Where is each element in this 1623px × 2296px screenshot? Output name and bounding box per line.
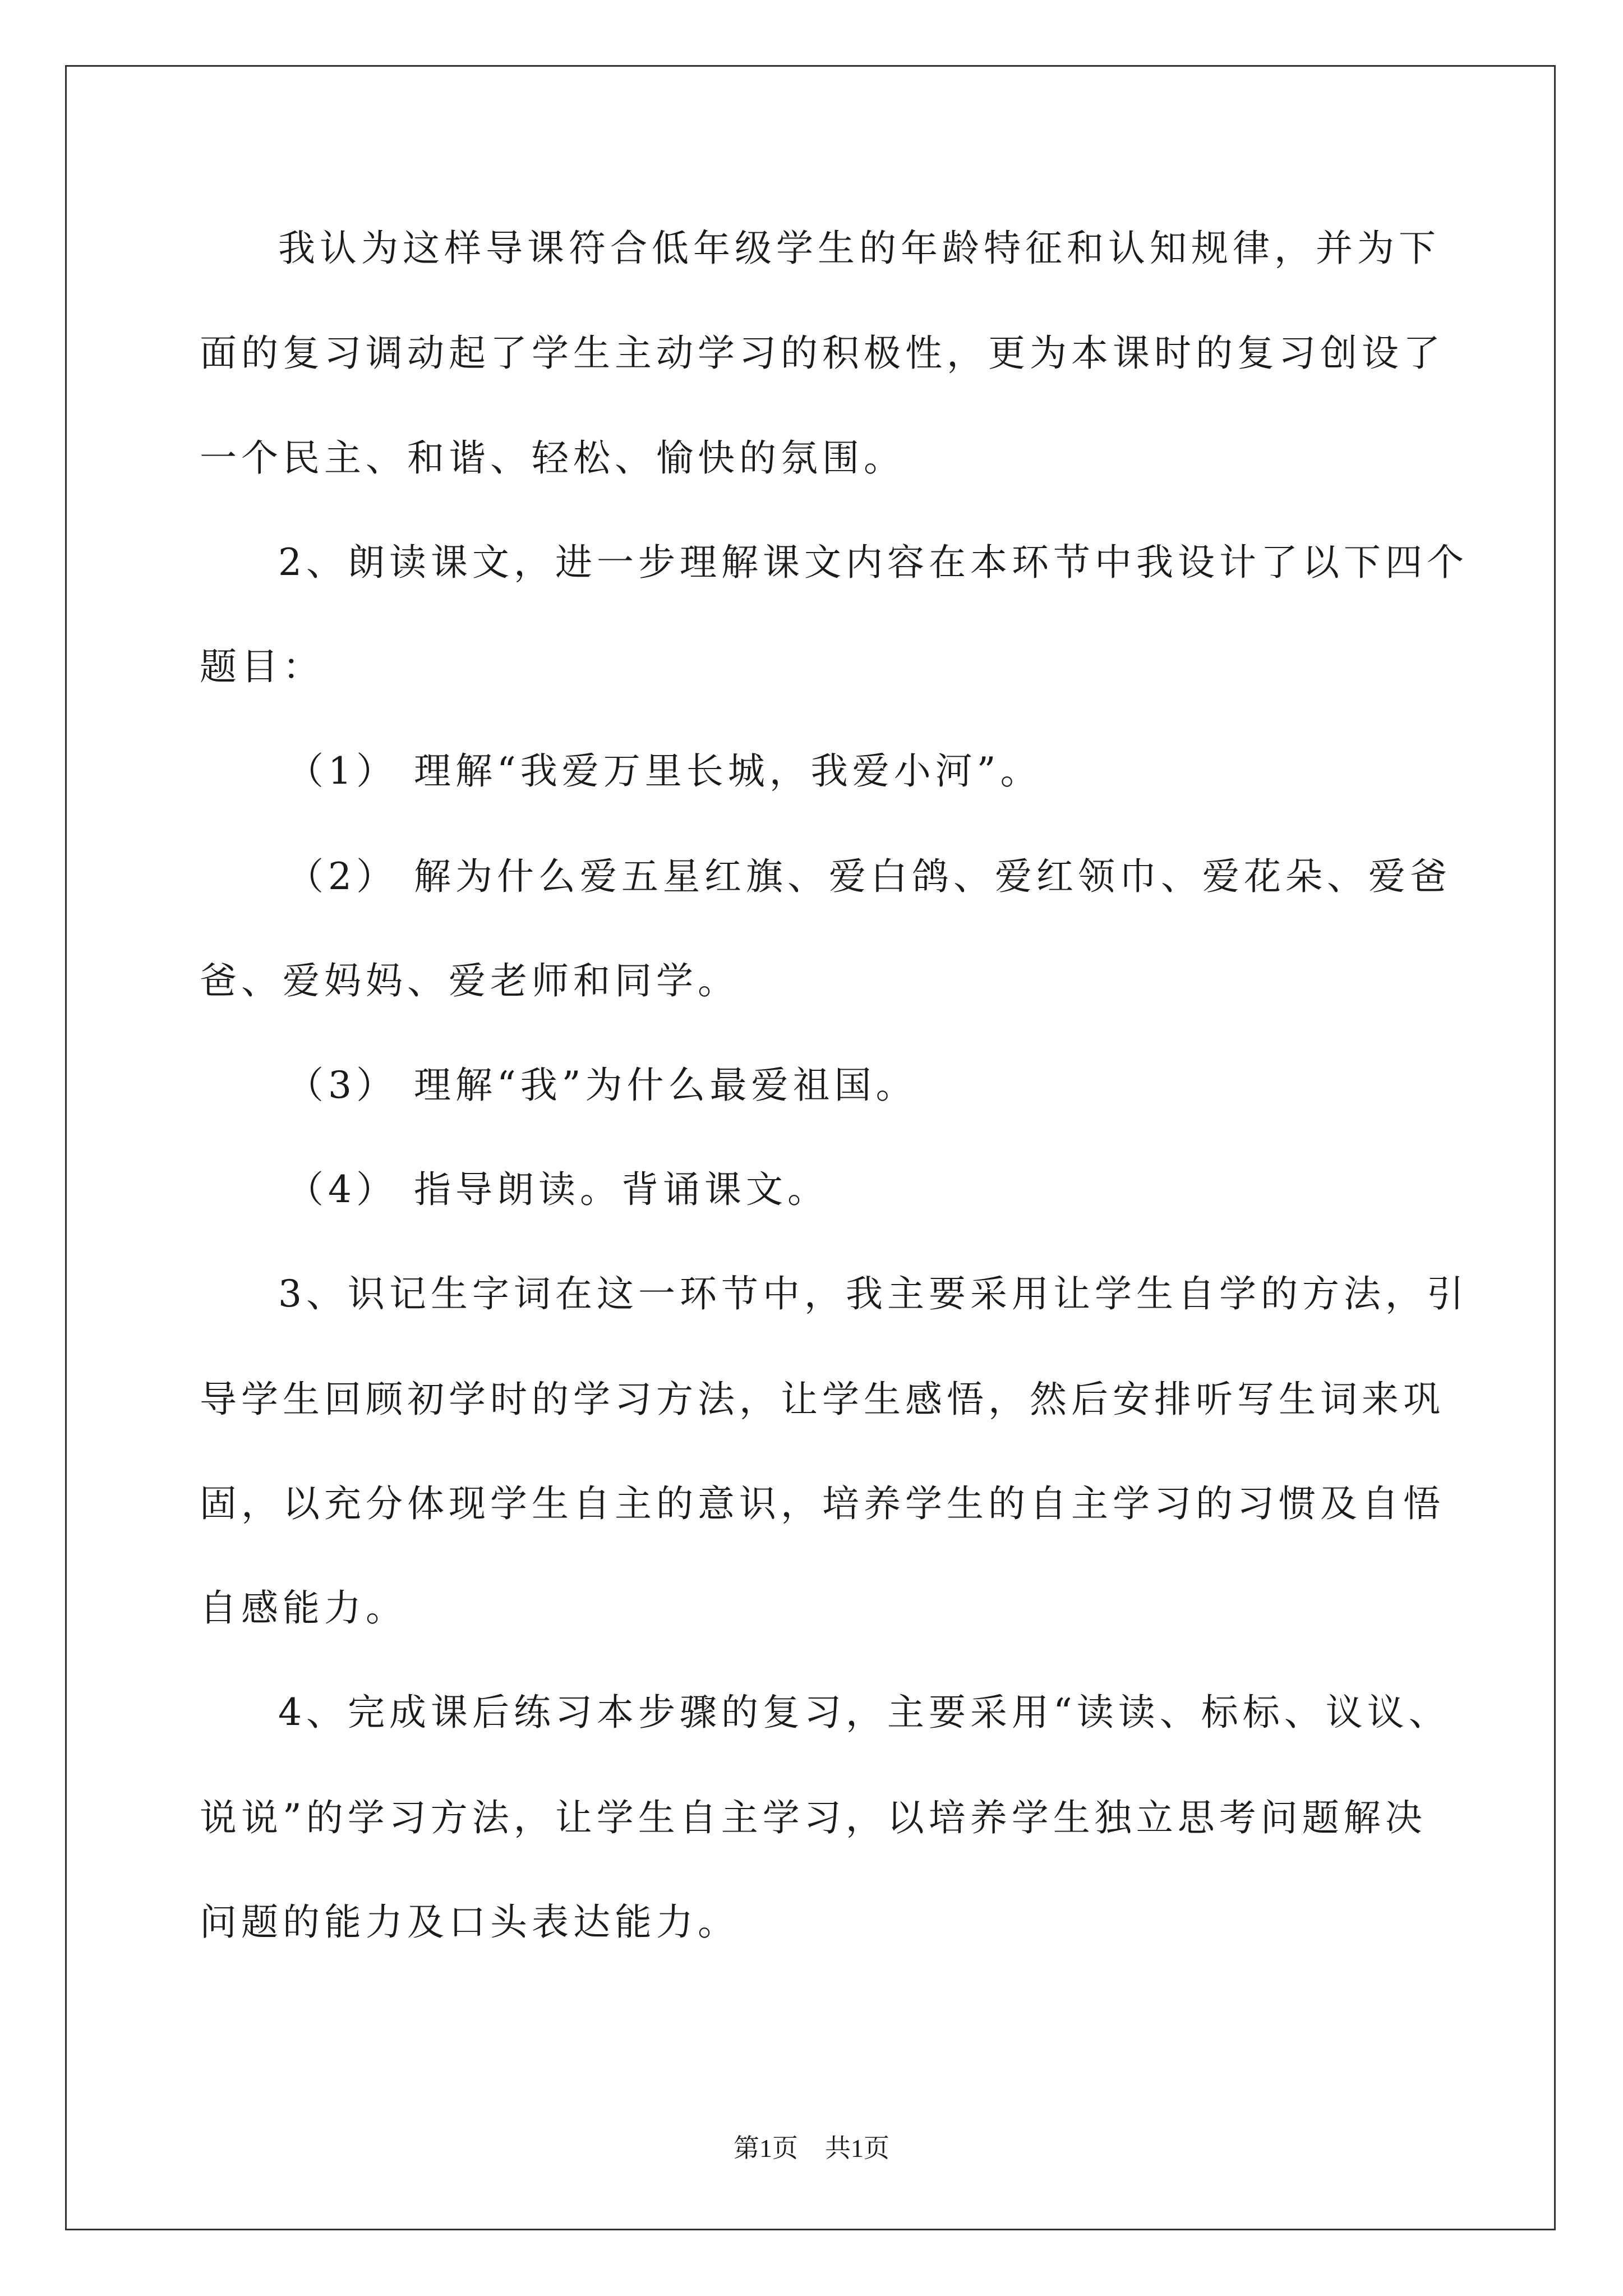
page-total: 共1页 [825, 2134, 889, 2162]
text-line: 导学生回顾初学时的学习方法，让学生感悟，然后安排听写生词来巩 [200, 1378, 1445, 1421]
list-item: （3） 理解“我”为什么最爱祖国。 [287, 1064, 917, 1107]
text-line: 2、朗读课文，进一步理解课文内容在本环节中我设计了以下四个 [278, 541, 1468, 584]
page-footer [0, 2132, 1623, 2165]
list-item: （4） 指导朗读。背诵课文。 [287, 1168, 829, 1211]
text-line: 面的复习调动起了学生主动学习的积极性，更为本课时的复习创设了 [200, 332, 1445, 375]
text-line: 4、完成课后练习本步骤的复习，主要采用“读读、标标、议议、 [278, 1691, 1450, 1734]
text-line: 问题的能力及口头表达能力。 [200, 1901, 739, 1944]
text-line: 爸、爱妈妈、爱老师和同学。 [200, 959, 739, 1002]
text-line: 3、识记生字词在这一环节中，我主要采用让学生自学的方法，引 [278, 1272, 1468, 1315]
text-line: 固，以充分体现学生自主的意识，培养学生的自主学习的习惯及自悟 [200, 1482, 1445, 1525]
text-line: 一个民主、和谐、轻松、愉快的氛围。 [200, 436, 905, 480]
list-item: （2） 解为什么爱五星红旗、爱白鸽、爱红领巾、爱花朵、爱爸 [287, 855, 1451, 898]
text-line: 题目： [200, 645, 324, 688]
page-number: 第1页 [734, 2134, 798, 2162]
list-item: （1） 理解“我爱万里长城，我爱小河”。 [287, 749, 1042, 793]
text-line: 自感能力。 [200, 1586, 407, 1630]
text-line: 我认为这样导课符合低年级学生的年龄特征和认知规律，并为下 [278, 227, 1440, 270]
text-line: 说说”的学习方法，让学生自主学习，以培养学生独立思考问题解决 [200, 1796, 1427, 1839]
